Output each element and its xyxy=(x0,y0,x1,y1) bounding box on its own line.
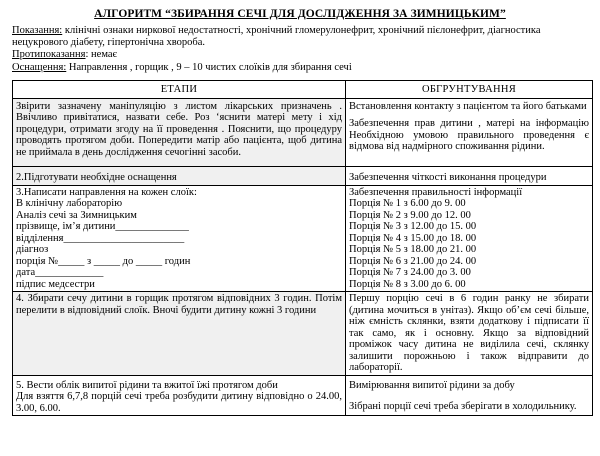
step-cell: 2.Підготувати необхідне оснащення xyxy=(13,167,346,186)
reason-line: Забезпечення правильності інформації xyxy=(349,186,523,198)
portion-line: Порція № 4 з 15.00 до 18. 00 xyxy=(349,232,477,244)
reason-cell xyxy=(346,375,593,416)
step-line: 5. Вести облік випитої рідини та вжитої їжі протягом доби xyxy=(16,379,278,391)
step-line: діагноз xyxy=(16,244,49,255)
reason-cell xyxy=(346,98,593,167)
table-row xyxy=(13,167,593,186)
portion-line: Порція № 6 з 21.00 до 24. 00 xyxy=(349,255,477,267)
reason-line: Зібрані порції сечі треба зберігати в холодильнику. xyxy=(349,401,577,412)
reason-cell: Забезпечення чіткості виконання процедури xyxy=(346,167,593,186)
document-title: АЛГОРИТМ “ЗБИРАННЯ СЕЧІ ДЛЯ ДОСЛІДЖЕННЯ ЗА ЗИМНИЦЬКИМ” xyxy=(94,8,506,20)
portion-line: Порція № 5 з 18.00 до 21. 00 xyxy=(349,244,477,255)
indications-label: Показання: xyxy=(12,25,63,36)
contraindications xyxy=(12,49,592,61)
table-row xyxy=(13,292,593,376)
table-row xyxy=(13,185,593,292)
portion-line: Порція № 3 з 12.00 до 15. 00 xyxy=(349,221,477,232)
step-cell xyxy=(13,375,346,416)
equipment xyxy=(12,62,592,74)
step-line: 3.Написати направлення на кожен слоїк: xyxy=(16,186,197,198)
step-line: порція №_____ з _____ до _____ годин xyxy=(16,255,191,267)
table-row xyxy=(13,98,593,167)
table-header-row xyxy=(13,81,593,99)
reason-cell: Першу порцію сечі в 6 годин ранку не збирати (дитина мочиться в унітаз). Якщо об’єм сечі більше, ніж ємність склянки, взяти додаткову і підписати її так само, як і основну. Якщо за відповідний проміжок часу дитина не виділила сечі, склянку залишити порожньою і також відправити до лабораторії. xyxy=(346,292,593,376)
step-cell: 4. Збирати сечу дитини в горщик протягом відповідних 3 годин. Потім перелити в відповідний слоїк. Вночі будити дитину кожні 3 години xyxy=(13,292,346,376)
portion-line: Порція № 1 з 6.00 до 9. 00 xyxy=(349,198,466,209)
step-line: відділення_______________________ xyxy=(16,232,185,244)
step-cell xyxy=(13,185,346,292)
step-line: прізвище, ім’я дитини______________ xyxy=(16,221,189,232)
equipment-text: Направлення , горщик , 9 – 10 чистих слоїків для збирання сечі xyxy=(66,62,352,73)
portion-line: Порція № 7 з 24.00 до 3. 00 xyxy=(349,267,471,278)
step-line: Аналіз сечі за Зимницьким xyxy=(16,209,137,221)
step-line: підпис медсестри xyxy=(16,278,95,290)
indications-text: клінічні ознаки ниркової недостатності, хронічний гломерулонефрит, хронічний пієлонефрит, діагностика нецукрового діабету, гіпертонічна хвороба. xyxy=(12,25,541,48)
reason-line: Вимірювання випитої рідини за добу xyxy=(349,379,515,391)
portion-line: Порція № 2 з 9.00 до 12. 00 xyxy=(349,209,471,221)
reason-text: Встановлення контакту з пацієнтом та його батьками xyxy=(349,100,587,112)
algorithm-table xyxy=(12,80,593,416)
reason-cell xyxy=(346,185,593,292)
table-row xyxy=(13,375,593,416)
portion-line: Порція № 8 з 3.00 до 6. 00 xyxy=(349,278,466,290)
equipment-label: Оснащення: xyxy=(12,62,67,73)
reason-text: Забезпечення прав дитини , матері на інформацію Необхідною умовою правильного проведення є відмова від надмірного споживання рідини. xyxy=(349,118,589,152)
contraindications-label: Протипоказання xyxy=(12,49,86,60)
header-reasoning: ОБГРУНТУВАННЯ xyxy=(346,81,593,99)
step-line: Для взяття 6,7,8 порцій сечі треба розбудити дитину відповідно о 24.00, 3.00, 6.00. xyxy=(16,391,342,414)
step-line: В клінічну лабораторію xyxy=(16,198,123,209)
header-stages: ЕТАПИ xyxy=(13,81,346,99)
contraindications-text: : немає xyxy=(85,49,118,60)
step-line: дата_____________ xyxy=(16,267,104,278)
indications xyxy=(12,25,592,49)
step-cell: Звірити зазначену маніпуляцію з листом лікарських призначень . Ввічливо привітатися, назвати себе. Роз ‘яснити матері мету і хід процедури, отримати згоду на її проведення . Пояснити, що процедуру проводять протягом доби. Попередити матір або пацієнта, щоб дитина не приймала в день дослідження сечогінні засоби. xyxy=(13,98,346,167)
